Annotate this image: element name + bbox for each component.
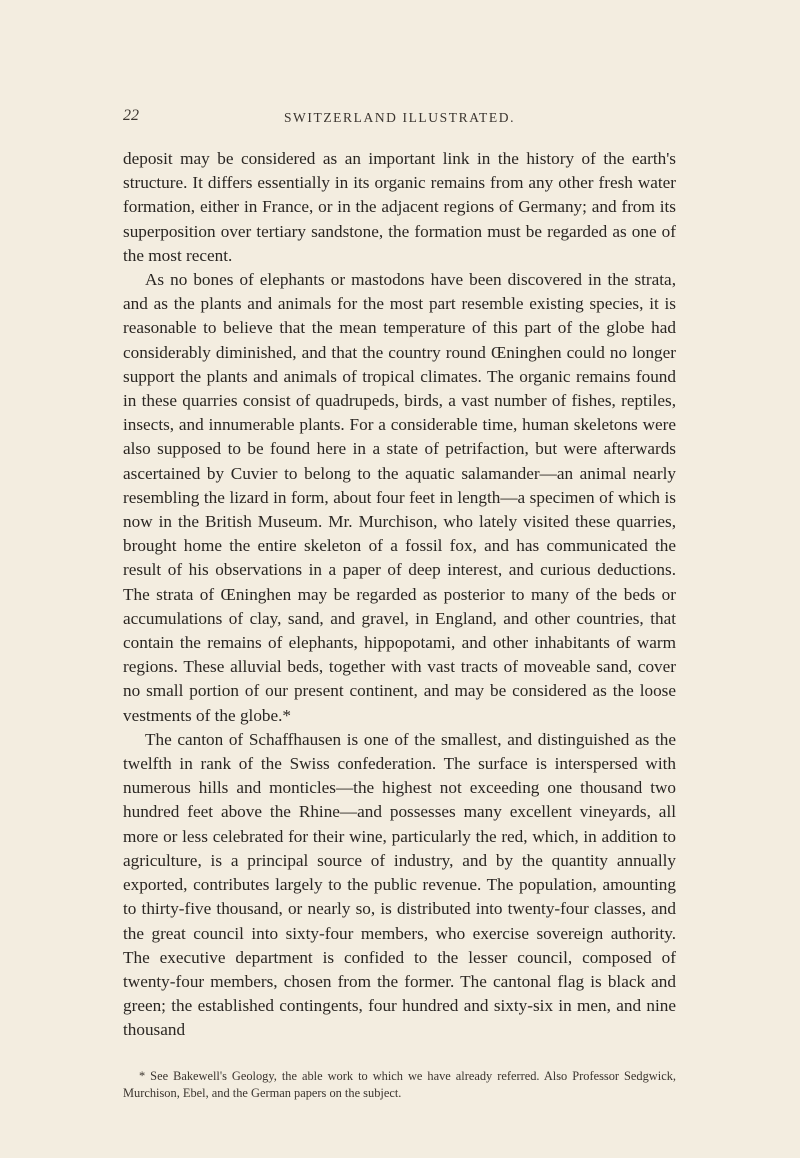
footnote: * See Bakewell's Geology, the able work to which we have already referred. Also Professor Sedgwick, Murchison, Ebel, and the German papers on the subject. — [123, 1069, 676, 1100]
page-number: 22 — [123, 107, 139, 124]
paragraph-schaffhausen: The canton of Schaffhausen is one of the smallest, and distinguished as the twelfth in rank of the Swiss confederation. The surface is interspersed with numerous hills and monticles—the highest not exceeding one thousand two hundred feet above the Rhine—and possesses many excellent vineyards, all more or less celebrated for their wine, particularly the red, which, in addition to agriculture, is a principal source of industry, and by the quantity annually exported, contributes largely to the public revenue. The population, amounting to thirty-five thousand, or nearly so, is distributed into twenty-four classes, and the great council into sixty-four members, who exercise sovereign authority. The executive department is confided to the lesser council, composed of twenty-four members, chosen from the former. The cantonal flag is black and green; the established contingents, four hundred and sixty-six in men, and nine thousand — [123, 729, 676, 1040]
paragraph-continuation: deposit may be considered as an important link in the history of the earth's structure. It differs essentially in its organic remains from any other fresh water formation, either in France, or in the adjacent regions of Germany; and from its superposition over tertiary sandstone, the formation must be regarded as one of the most recent. — [123, 149, 676, 265]
paragraph-fossil-remains: As no bones of elephants or mastodons have been discovered in the strata, and as the plants and animals for the most part resemble existing species, it is reasonable to believe that the mean temperature of this part of the globe had considerably diminished, and that the country round Œninghen could no longer support the plants and animals of tropical climates. The organic remains found in these quarries consist of quadrupeds, birds, a vast number of fishes, reptiles, insects, and innumerable plants. For a considerable time, human skeletons were also supposed to be found here in a state of petrifaction, but were afterwards ascertained by Cuvier to belong to the aquatic salamander—an animal nearly resembling the lizard in form, about four feet in length—a specimen of which is now in the British Museum. Mr. Murchison, who lately visited these quarries, brought home the entire skeleton of a fossil fox, and has communicated the result of his observations in a paper of deep interest, and curious deductions. The strata of Œninghen may be regarded as posterior to many of the beds or accumulations of clay, sand, and gravel, in England, and other countries, that contain the remains of elephants, hippopotami, and other inhabitants of warm regions. These alluvial beds, together with vast tracts of moveable sand, cover no small portion of our present continent, and may be considered as the loose vestments of the globe.* — [123, 270, 676, 725]
body-text — [123, 147, 676, 1043]
running-head: SWITZERLAND ILLUSTRATED. — [283, 110, 516, 125]
page-header — [123, 107, 676, 131]
